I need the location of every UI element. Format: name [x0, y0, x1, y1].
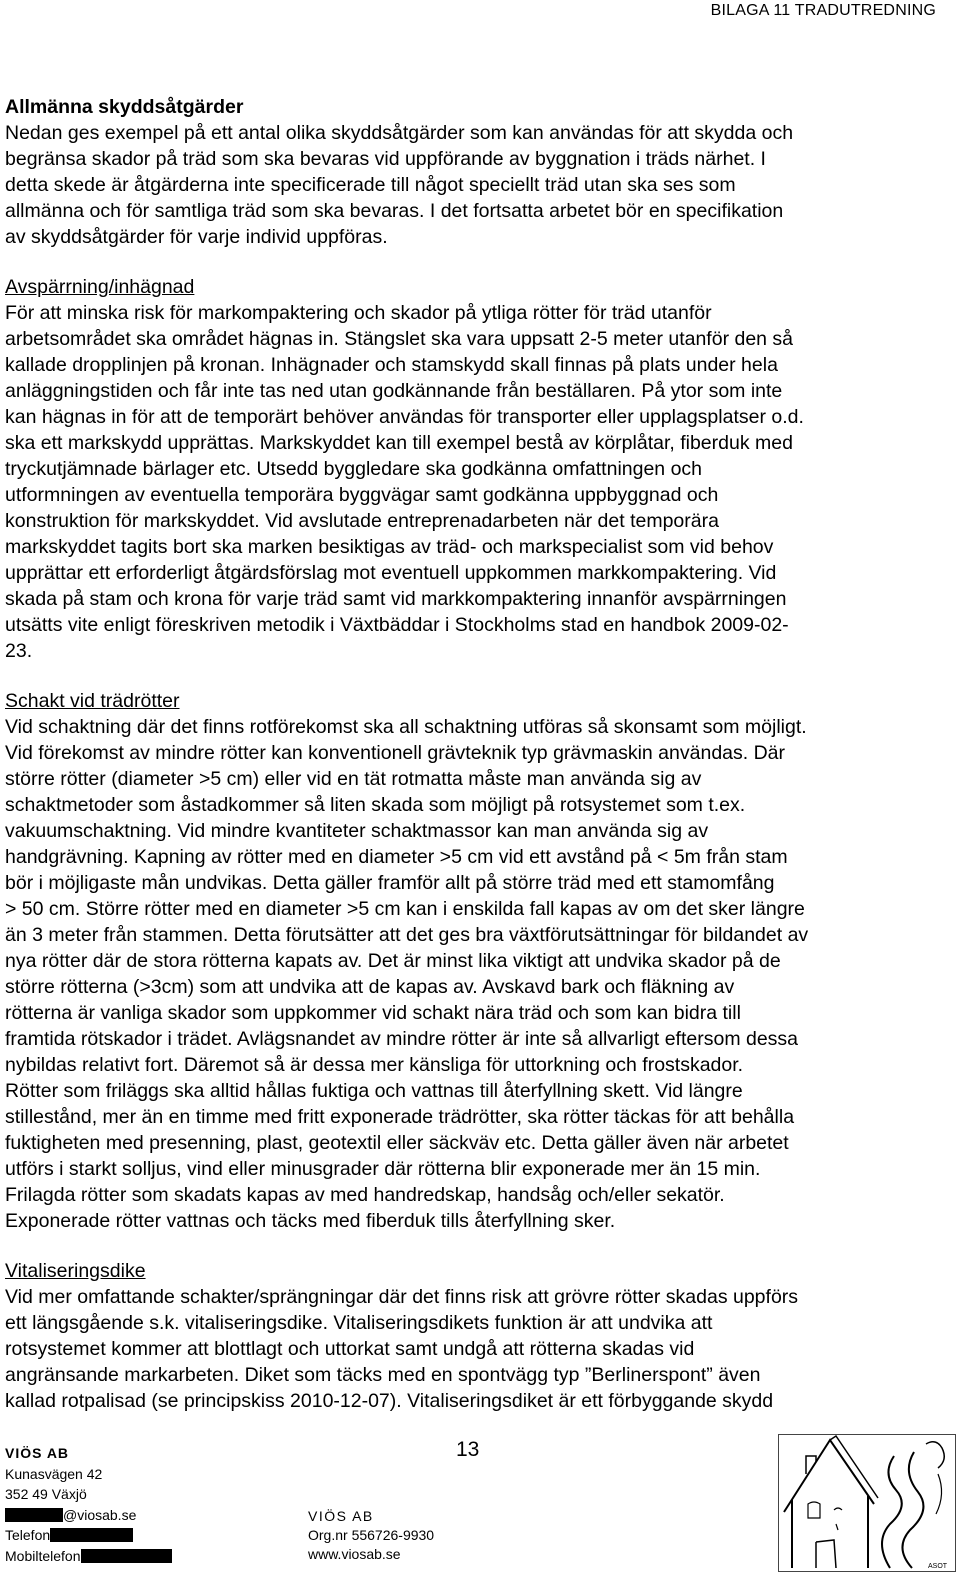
footer-mobile: [5, 1546, 172, 1567]
section-general-protection: [5, 94, 940, 250]
page-header: BILAGA 11 TRADUTREDNING: [710, 2, 936, 19]
section-title: Vitaliseringsdike: [5, 1260, 146, 1282]
footer-city: 352 49 Växjö: [5, 1486, 87, 1502]
section-paragraph: För att minska risk för markompaktering och skador på ytliga rötter för träd utanför arbetsområdet ska området hägnas in. Stängslet ska vara uppsatt 2-5 meter utanför den så kallade dropplinjen på kronan. Inhägnader och stamskydd skall finnas på plats under hela anläggningstiden och får inte tas ned utan godkännande från beställaren. På ytor som inte kan hägnas in för att de temporärt behöver användas för transporter eller upplagsplatser o.d. ska ett markskydd upprättas. Markskyddet kan till exempel bestå av körplåtar, fiberduk med tryckutjämnade bärlager etc. Utsedd byggledare ska godkänna omfattningen och utformningen av eventuella temporära byggvägar samt godkänna uppbyggnad och konstruktion för markskyddet. Vid avslutade entreprenadarbeten när det temporära markskyddet tagits bort ska marken besiktigas av träd- och markspecialist som vid behov upprättar ett erforderligt åtgärdsförslag mot eventuell uppkommen markkompaktering. Vid skada på stam och krona för varje träd samt vid markkompaktering innanför avspärrningen utsätts vite enligt föreskriven metodik i Växtbäddar i Stockholms stad en handbok 2009-02- 23.: [5, 302, 804, 662]
page-number: 13: [456, 1438, 480, 1461]
footer-company: VIÖS AB: [5, 1445, 70, 1461]
mobile-label: Mobiltelefon: [5, 1547, 81, 1564]
section-excavation-roots: [5, 688, 940, 1234]
footer-street: Kunasvägen 42: [5, 1465, 103, 1482]
redaction-block: [81, 1549, 172, 1563]
section-paragraph: Vid schaktning där det finns rotförekomst ska all schaktning utföras så skonsamt som möjligt. Vid förekomst av mindre rötter kan konventionell grävteknik typ grävmaskin användas. Där större rötter (diameter >5 cm) eller vid en tät rotmatta måste man använda sig av schaktmetoder som åstadkommer så liten skada som möjligt på rotsystemet som t.ex. vakuumschaktning. Vid mindre kvantiteter schaktmassor kan man använda sig av handgrävning. Kapning av rötter med en diameter >5 cm vid ett avstånd på < 5m från stam bör i möjligaste mån undvikas. Detta gäller framför allt på större träd med ett stamomfång > 50 cm. Större rötter med en diameter >5 cm kan i enskilda fall kapas av om det sker längre än 3 meter från stammen. Detta förutsätter att det ges bra växtförutsättningar för bildandet av nya rötter där de stora rötterna kapats av. Det är minst lika viktigt att undvika skador på de större rötterna (>3cm) som att undvika att de kapas av. Avskavd bark och fläkning av rötterna är vanliga skador som uppkommer vid schakt nära träd och som kan bidra till framtida rötskador i trädet. Avlägsnandet av mindre rötter är inte så allvarligt eftersom dessa nybildas relativt fort. Däremot så är dessa mer känsliga för uttorkning och frostskador. Rötter som friläggs ska alltid hållas fuktiga och vattnas till återfyllning skett. Vid längre stillestånd, mer än en timme med fritt exponerade trädrötter, ska rötter täckas för att behålla fuktigheten med presenning, plast, geotextil eller säckväv etc. Detta gäller även när arbetet utförs i starkt solljus, vind eller minusgrader där rötterna blir exponerade mer än 15 min. Frilagda rötter som skadats kapas av med handredskap, handsåg och/eller sekatör. Exponerade rötter vattnas och täcks med fiberduk tills återfyllning sker.: [5, 716, 809, 1232]
section-vitalization-ditch: [5, 1258, 940, 1414]
footer-company-info: [308, 1507, 434, 1564]
phone-label: Telefon: [5, 1527, 51, 1543]
footer-website: www.viosab.se: [308, 1546, 401, 1562]
footer-orgnr: Org.nr 556726-9930: [308, 1527, 435, 1543]
footer-company-name: VIÖS AB: [308, 1508, 374, 1524]
section-paragraph: Vid mer omfattande schakter/sprängningar där det finns risk att grövre rötter skadas uppförs ett längsgående s.k. vitaliseringsdike. Vitaliseringsdikets funktion är att undvika att rotsystemet kommer att blottlagt och uttorkat samt undgå att rötterna skadas vid angränsande markarbeten. Diket som täcks med en spontvägg typ ”Berlinerspont” även kallad rotpalisad (se principskiss 2010-12-07). Vitaliseringsdiket är ett förbyggande skydd: [5, 1286, 799, 1412]
house-tree-logo-icon: [778, 1434, 956, 1572]
section-title: Avspärrning/inhägnad: [5, 276, 195, 298]
document-body: [5, 94, 940, 1438]
footer-email: [5, 1505, 172, 1526]
section-title: Allmänna skyddsåtgärder: [5, 96, 244, 118]
logo-signature: ASOT: [928, 1563, 948, 1570]
email-suffix: @viosab.se: [63, 1506, 137, 1523]
footer-contact: [5, 1443, 172, 1566]
section-paragraph: Nedan ges exempel på ett antal olika skyddsåtgärder som kan användas för att skydda och begränsa skador på träd som ska bevaras vid uppförande av byggnation i träds närhet. I detta skede är åtgärderna inte specificerade till något speciellt träd utan ska ses som allmänna och för samtliga träd som ska bevaras. I det fortsatta arbetet bör en specifikation av skyddsåtgärder för varje individ uppföras.: [5, 122, 794, 248]
redaction-block: [5, 1508, 63, 1522]
section-fencing: [5, 274, 940, 664]
section-title: Schakt vid trädrötter: [5, 690, 180, 712]
footer-phone: [5, 1525, 172, 1546]
redaction-block: [50, 1528, 133, 1542]
